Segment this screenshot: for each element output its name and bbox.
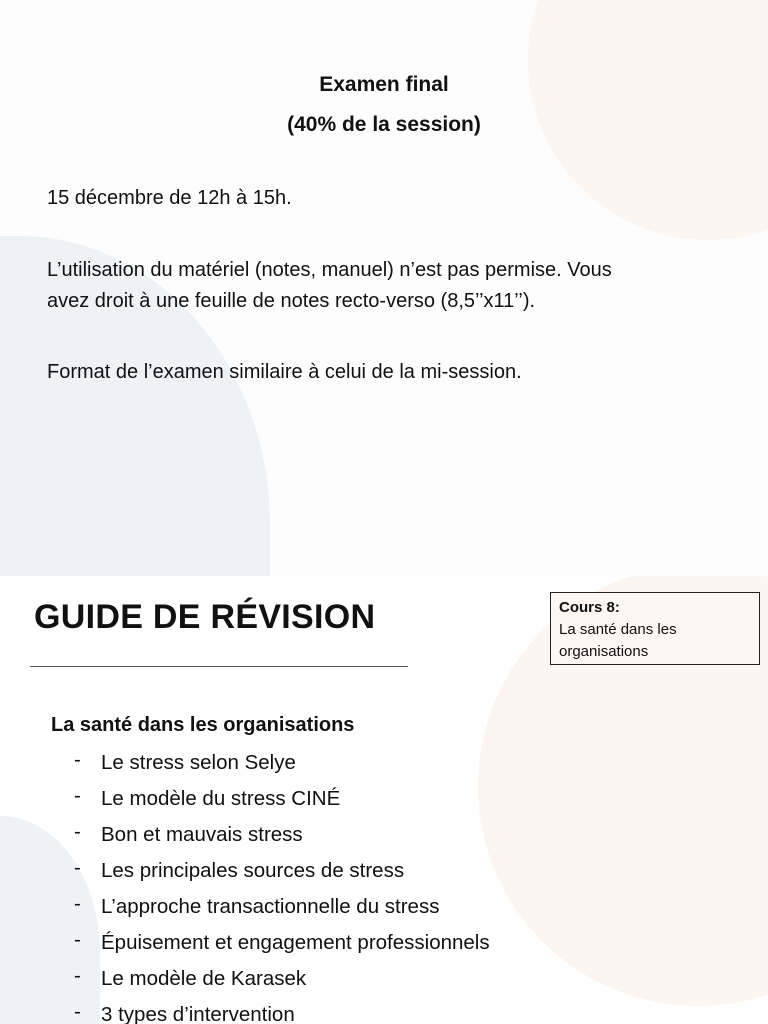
list-item-label: Le modèle de Karasek <box>101 967 307 990</box>
exam-title: Examen final <box>319 73 449 96</box>
exam-materials-line-2: avez droit à une feuille de notes recto-verso (8,5’’x11’’). <box>47 290 536 312</box>
list-item-label: 3 types d’intervention <box>101 1003 295 1024</box>
list-item <box>74 784 490 820</box>
title-divider <box>30 666 408 667</box>
list-item-label: Le stress selon Selye <box>101 751 296 774</box>
list-item <box>74 1000 490 1024</box>
guide-slide <box>0 576 768 1024</box>
list-item-label: Bon et mauvais stress <box>101 823 303 846</box>
course-box <box>550 592 760 665</box>
exam-materials-line-1: L’utilisation du matériel (notes, manuel) n’est pas permise. Vous <box>47 259 612 281</box>
section-heading: La santé dans les organisations <box>51 714 355 736</box>
course-box-line-2: organisations <box>559 643 649 660</box>
exam-format: Format de l’examen similaire à celui de la mi-session. <box>47 361 522 383</box>
bullet-dash: - <box>74 856 81 879</box>
guide-title: GUIDE DE RÉVISION <box>34 598 376 636</box>
list-item <box>74 928 490 964</box>
course-box-title: Cours 8: <box>559 599 620 616</box>
list-item-label: Épuisement et engagement professionnels <box>101 931 490 954</box>
list-item-label: L’approche transactionnelle du stress <box>101 895 440 918</box>
bullet-dash: - <box>74 784 81 807</box>
list-item-label: Le modèle du stress CINÉ <box>101 787 341 810</box>
bullet-dash: - <box>74 820 81 843</box>
list-item <box>74 892 490 928</box>
list-item <box>74 964 490 1000</box>
list-item <box>74 820 490 856</box>
bullet-dash: - <box>74 964 81 987</box>
course-box-line-1: La santé dans les <box>559 621 677 638</box>
exam-subtitle: (40% de la session) <box>287 113 481 136</box>
bullet-dash: - <box>74 748 81 771</box>
list-item <box>74 856 490 892</box>
topic-list <box>74 748 490 1024</box>
bullet-dash: - <box>74 1000 81 1023</box>
bullet-dash: - <box>74 928 81 951</box>
exam-date: 15 décembre de 12h à 15h. <box>47 187 292 209</box>
bullet-dash: - <box>74 892 81 915</box>
list-item <box>74 748 490 784</box>
list-item-label: Les principales sources de stress <box>101 859 405 882</box>
